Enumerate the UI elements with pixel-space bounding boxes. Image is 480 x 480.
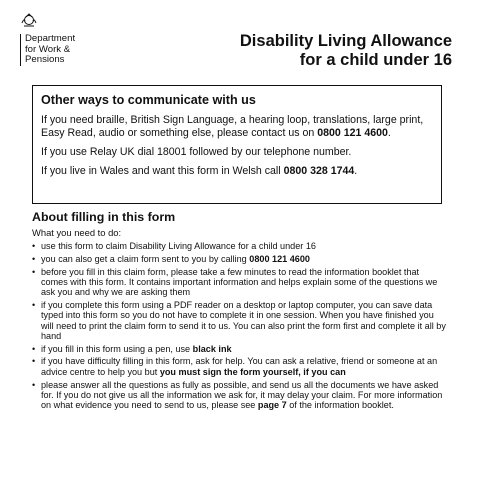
- list-item: • if you fill in this form using a pen, use black ink: [32, 344, 446, 354]
- about-section: [32, 210, 462, 413]
- form-title-line: for a child under 16: [299, 51, 452, 69]
- communication-box: [32, 85, 442, 204]
- form-title-line: Disability Living Allowance: [239, 32, 452, 50]
- list-item: • if you complete this form using a PDF reader on a desktop or laptop computer, you can save data typed into this form so you do not have to complete it in one session. When you have finished you will need to print the claim form to send it to us. You can also print the form first and complete it all by hand: [32, 300, 446, 341]
- phone-number: 0800 121 4600: [249, 253, 310, 264]
- welsh-phone-number: 0800 328 1744: [283, 165, 355, 177]
- form-title: [240, 32, 452, 70]
- relay-paragraph: If you use Relay UK dial 18001 followed by our telephone number.: [41, 146, 352, 158]
- about-heading: About filling in this form: [32, 210, 176, 224]
- org-name: [20, 34, 130, 66]
- communication-heading: Other ways to communicate with us: [41, 93, 256, 107]
- dwp-logo: [20, 12, 130, 66]
- list-item: • if you have difficulty filling in this form, ask for help. You can ask a relative, friend or someone at an advice centre to help you but you must sign the form yourself, if you can: [32, 356, 446, 377]
- org-line: for Work &: [25, 43, 71, 55]
- list-item: • use this form to claim Disability Living Allowance for a child under 16: [32, 241, 446, 251]
- royal-crest-icon: [20, 12, 38, 28]
- welsh-paragraph: If you live in Wales and want this form in Welsh call 0800 328 1744.: [41, 165, 358, 177]
- list-item: • please answer all the questions as fully as possible, and send us all the documents we have asked for. If you do not give us all the information we ask for, it may delay your claim. For more information on what evidence you need to send to us, please see page 7 of the information booklet.: [32, 380, 446, 411]
- about-intro: What you need to do:: [32, 227, 122, 238]
- org-line: Pensions: [25, 54, 65, 65]
- org-line: Department: [25, 33, 76, 44]
- phone-number: 0800 121 4600: [317, 127, 388, 139]
- list-item: • you can also get a claim form sent to you by calling 0800 121 4600: [32, 254, 446, 264]
- list-item: • before you fill in this claim form, please take a few minutes to read the information booklet that comes with this form. It contains important information and helps explain some of the questions we ask you and why we are asking them: [32, 267, 446, 298]
- instruction-list: [32, 241, 462, 410]
- communication-paragraph: If you need braille, British Sign Language, a hearing loop, translations, large print, Easy Read, audio or something else, please contact us on 0800 121 4600.: [41, 114, 424, 139]
- page-header: [0, 0, 480, 80]
